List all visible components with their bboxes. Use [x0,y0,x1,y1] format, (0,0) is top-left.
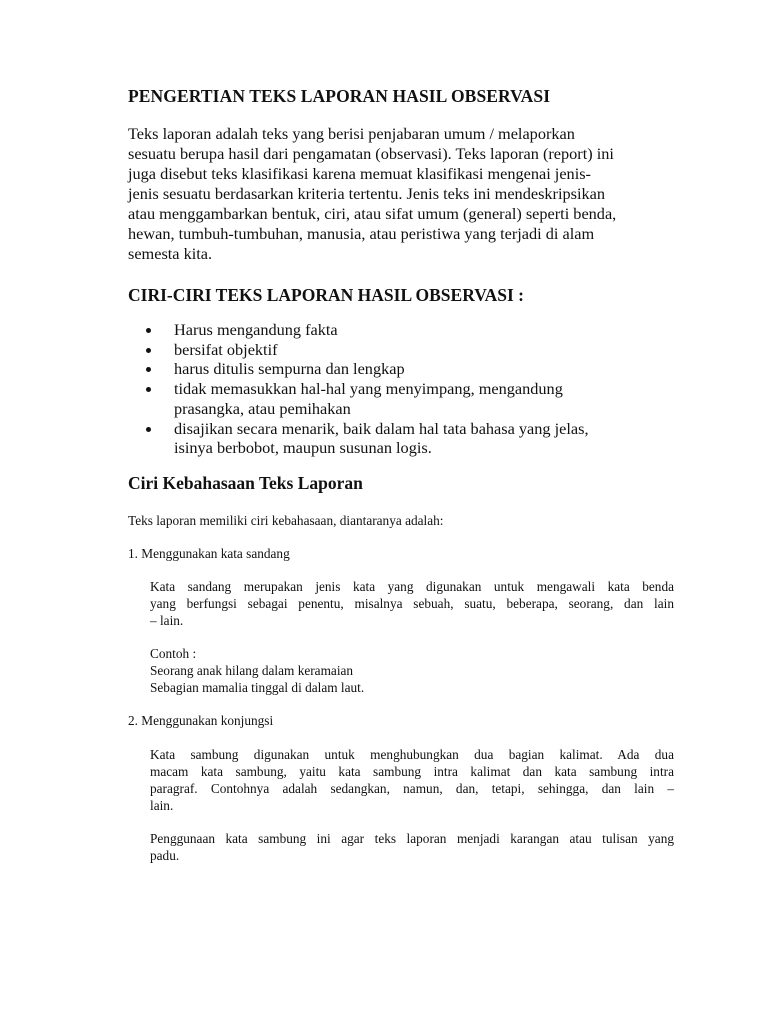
list-item-text: bersifat objektif [174,339,278,359]
point1-heading: 1. Menggunakan kata sandang [128,546,290,561]
point1-paragraph [150,578,674,629]
paragraph-line: – lain. [150,613,184,628]
point2-paragraph [150,746,674,814]
point1-examples [150,645,674,696]
example-sentence: Seorang anak hilang dalam keramaian [150,663,354,678]
paragraph-line: yang berfungsi sebagai penentu, misalnya sebuah, suatu, beberapa, seorang, dan lain [150,596,674,611]
intro-line: juga disebut teks klasifikasi karena memuat klasifikasi mengenai jenis- [128,164,591,183]
bullet-icon [146,348,151,353]
ciri-list [146,320,706,458]
intro-line: sesuatu berupa hasil dari pengamatan (observasi). Teks laporan (report) ini [128,144,614,163]
bullet-icon [146,328,151,333]
kebahasaan-intro: Teks laporan memiliki ciri kebahasaan, diantaranya adalah: [128,513,444,528]
list-item [146,379,706,418]
paragraph-line: Penggunaan kata sambung ini agar teks laporan menjadi karangan atau tulisan yang [150,831,674,846]
point2-paragraph-2 [150,830,674,864]
intro-line: Teks laporan adalah teks yang berisi penjabaran umum / melaporkan [128,124,575,143]
list-item [146,419,706,458]
list-item-text-continued: prasangka, atau pemihakan [174,398,351,418]
document-title: PENGERTIAN TEKS LAPORAN HASIL OBSERVASI [128,86,551,106]
kebahasaan-heading: Ciri Kebahasaan Teks Laporan [128,473,363,493]
example-sentence: Sebagian mamalia tinggal di dalam laut. [150,680,365,695]
list-item-text: harus ditulis sempurna dan lengkap [174,359,405,379]
list-item-text-continued: isinya berbobot, maupun susunan logis. [174,438,432,458]
list-item-text: Harus mengandung fakta [174,320,338,339]
intro-line: jenis sesuatu berdasarkan kriteria tertentu. Jenis teks ini mendeskripsikan [128,184,605,203]
paragraph-line: paragraf. Contohnya adalah sedangkan, namun, dan, tetapi, sehingga, dan lain – [150,781,674,796]
ciri-heading: CIRI-CIRI TEKS LAPORAN HASIL OBSERVASI : [128,285,524,305]
intro-paragraph [128,124,688,264]
paragraph-line: padu. [150,848,180,863]
bullet-icon [146,367,151,372]
bullet-icon [146,387,151,392]
list-item-text: disajikan secara menarik, baik dalam hal tata bahasa yang jelas, [174,418,589,438]
intro-line: hewan, tumbuh-tumbuhan, manusia, atau peristiwa yang terjadi di alam [128,224,595,243]
paragraph-line: lain. [150,798,174,813]
point2-heading: 2. Menggunakan konjungsi [128,713,274,728]
intro-line: atau menggambarkan bentuk, ciri, atau sifat umum (general) seperti benda, [128,204,617,223]
paragraph-line: Kata sambung digunakan untuk menghubungkan dua bagian kalimat. Ada dua [150,747,674,762]
contoh-label: Contoh : [150,646,197,661]
list-item-text: tidak memasukkan hal-hal yang menyimpang, mengandung [174,379,563,399]
list-item [146,340,706,360]
bullet-icon [146,427,151,432]
intro-line: semesta kita. [128,244,213,263]
paragraph-line: macam kata sambung, yaitu kata sambung intra kalimat dan kata sambung intra [150,764,674,779]
paragraph-line: Kata sandang merupakan jenis kata yang digunakan untuk mengawali kata benda [150,579,674,594]
list-item [146,359,706,379]
list-item [146,320,706,340]
